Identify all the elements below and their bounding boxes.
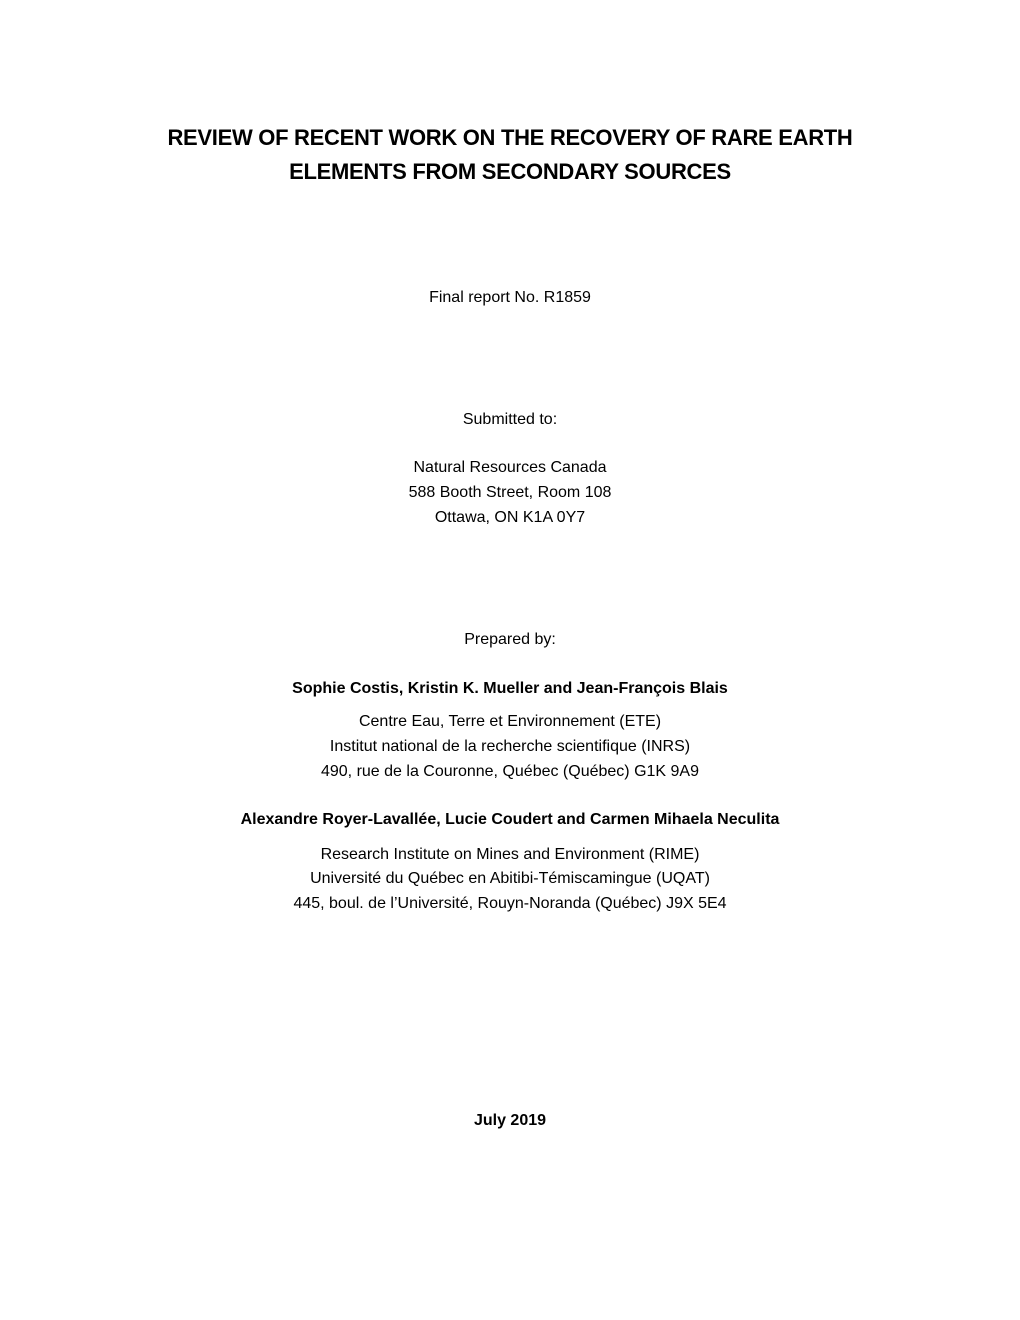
- report-number: Final report No. R1859: [429, 289, 591, 306]
- author-group-2-affiliation-2: Université du Québec en Abitibi-Témiscamingue (UQAT): [310, 870, 710, 887]
- author-group-2-names: Alexandre Royer-Lavallée, Lucie Coudert and Carmen Mihaela Neculita: [240, 811, 780, 828]
- recipient-city: Ottawa, ON K1A 0Y7: [434, 509, 586, 526]
- author-group-1-affiliation-1: Centre Eau, Terre et Environnement (ETE): [358, 713, 662, 730]
- recipient-street: 588 Booth Street, Room 108: [408, 484, 612, 501]
- report-title-line-1: REVIEW OF RECENT WORK ON THE RECOVERY OF RARE EARTH: [167, 125, 853, 150]
- author-group-1-names: Sophie Costis, Kristin K. Mueller and Jean-François Blais: [292, 680, 728, 697]
- recipient-organization: Natural Resources Canada: [413, 459, 607, 476]
- report-date: July 2019: [473, 1112, 547, 1129]
- author-group-2-affiliation-1: Research Institute on Mines and Environment (RIME): [320, 846, 700, 863]
- author-group-1-address: 490, rue de la Couronne, Québec (Québec) G1K 9A9: [320, 763, 699, 780]
- author-group-1-affiliation-2: Institut national de la recherche scientifique (INRS): [329, 738, 691, 755]
- submitted-to-label: Submitted to:: [462, 411, 558, 428]
- report-title-line-2: ELEMENTS FROM SECONDARY SOURCES: [289, 159, 731, 184]
- author-group-2-address: 445, boul. de l’Université, Rouyn-Noranda (Québec) J9X 5E4: [293, 895, 727, 912]
- prepared-by-label: Prepared by:: [464, 631, 556, 648]
